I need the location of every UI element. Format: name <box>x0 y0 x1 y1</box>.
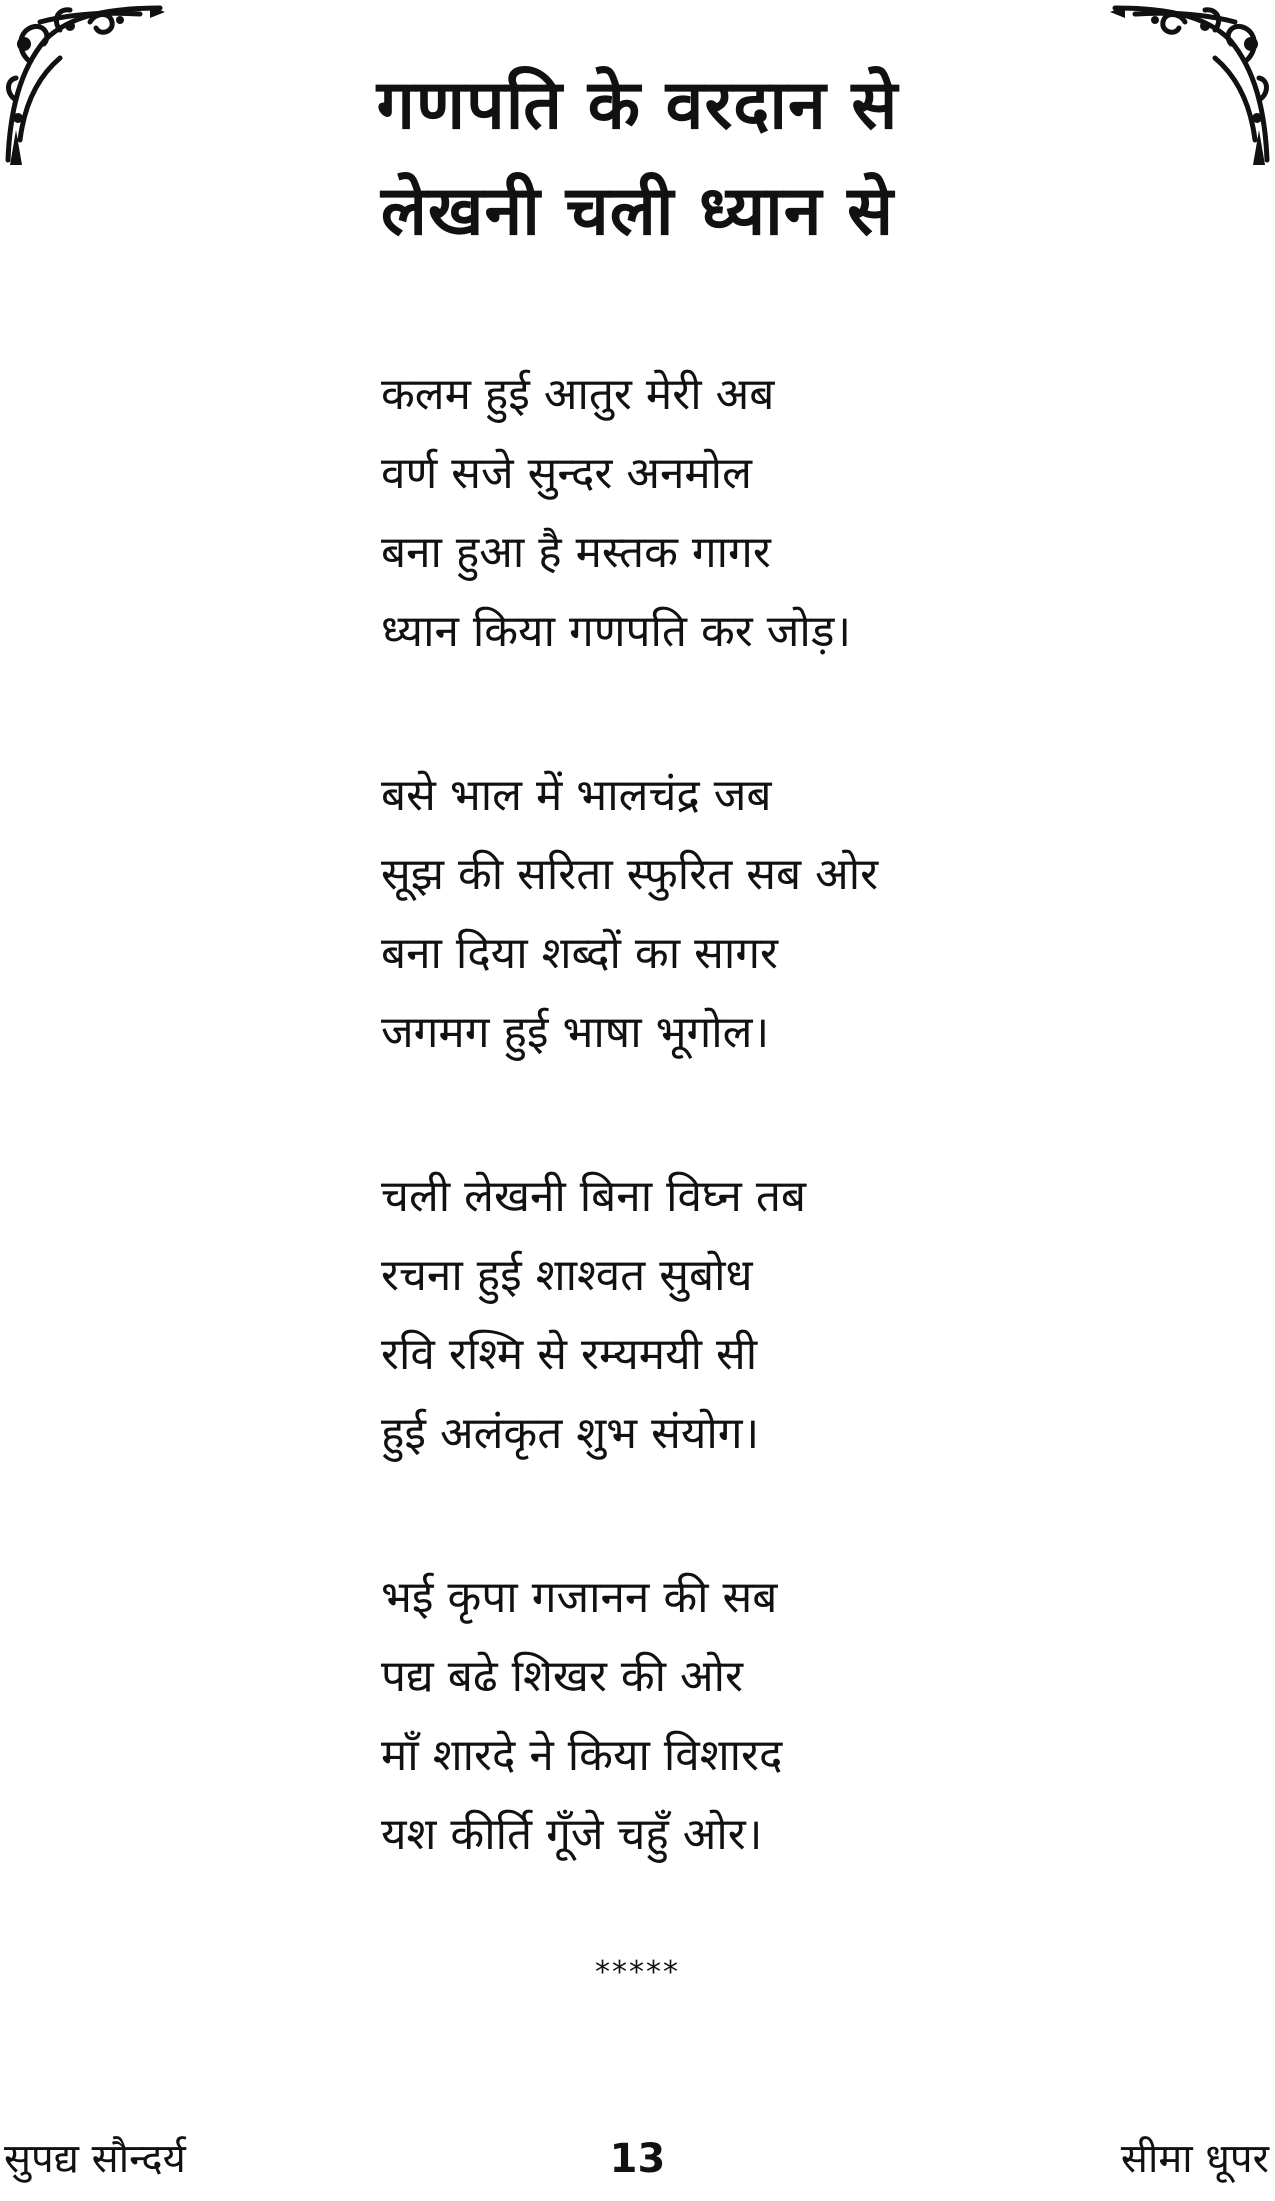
poem-line: जगमग हुई भाषा भूगोल। <box>381 1007 770 1058</box>
poem-line: सूझ की सरिता स्फुरित सब ओर <box>381 849 879 900</box>
poem-body <box>381 355 1101 1959</box>
poem-line: बसे भाल में भालचंद्र जब <box>381 770 772 821</box>
poem-line: भई कृपा गजानन की सब <box>381 1572 778 1623</box>
poem-line: चली लेखनी बिना विघ्न तब <box>381 1171 807 1222</box>
poem-line: यश कीर्ति गूँजे चहुँ ओर। <box>381 1809 763 1860</box>
stanza-3 <box>381 1157 1101 1473</box>
poem-line: कलम हुई आतुर मेरी अब <box>381 369 775 420</box>
poem-title-line-2: लेखनी चली ध्यान से <box>380 172 895 251</box>
stanza-2 <box>381 756 1101 1072</box>
poem-line: पद्य बढे शिखर की ओर <box>381 1651 744 1702</box>
poem-line: माँ शारदे ने किया विशारद <box>381 1730 783 1781</box>
section-separator: ***** <box>595 1955 680 1990</box>
poem-title-line-1: गणपति के वरदान से <box>376 66 899 145</box>
poem-line: बना हुआ है मस्तक गागर <box>381 527 771 578</box>
poem-line: वर्ण सजे सुन्दर अनमोल <box>381 448 752 499</box>
page-number: 13 <box>609 2136 666 2182</box>
footer-book-title: सुपद्य सौन्दर्य <box>4 2136 186 2182</box>
stanza-1 <box>381 355 1101 671</box>
poem-line: बना दिया शब्दों का सागर <box>381 928 778 979</box>
stanza-4 <box>381 1558 1101 1874</box>
poem-line: ध्यान किया गणपति कर जोड़। <box>381 606 852 657</box>
footer-author: सीमा धूपर <box>1120 2136 1269 2182</box>
poem-line: रचना हुई शाश्वत सुबोध <box>381 1250 753 1301</box>
poem-line: रवि रश्मि से रम्यमयी सी <box>381 1329 758 1380</box>
poem-line: हुई अलंकृत शुभ संयोग। <box>381 1408 760 1459</box>
